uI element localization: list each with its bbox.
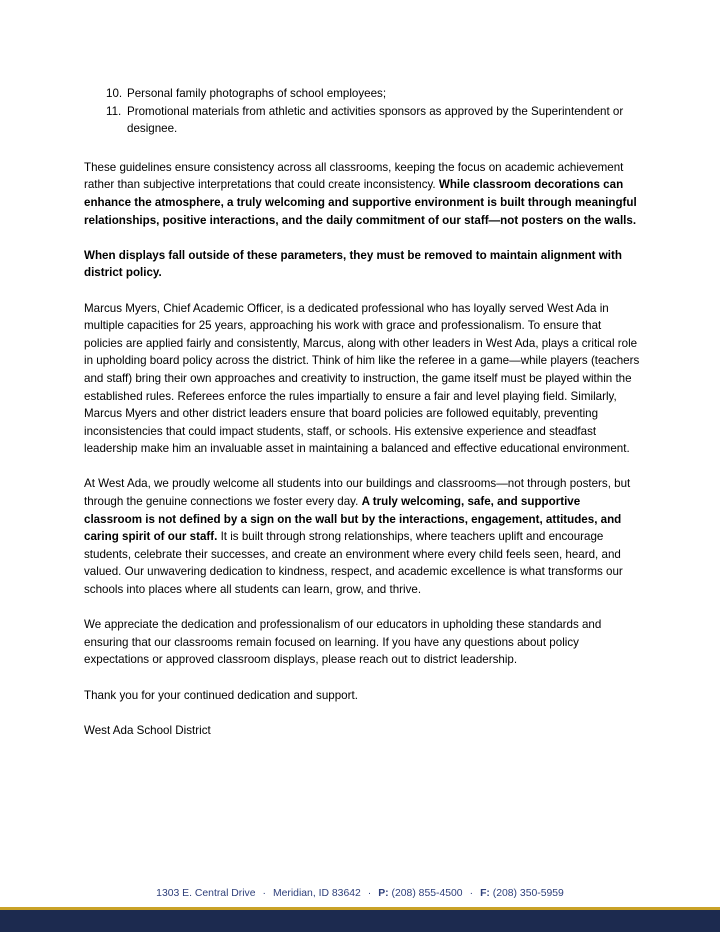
footer-phone-label: P: (378, 888, 389, 899)
paragraph-welcome (84, 475, 640, 598)
footer-fax-label: F: (480, 888, 490, 899)
paragraph-text: It is built through strong relationships, where teachers uplift and encourage students, celebrate their successes, and create an environment where every child feels seen, heard, and valued. Our unwavering dedication to kindness, respect, and academic excellence is what transforms our schools into places where all students can learn, grow, and thrive. (84, 530, 623, 597)
paragraph-thanks: Thank you for your continued dedication and support. (84, 688, 358, 702)
paragraph-bold-text: While classroom decorations can enhance the atmosphere, a truly welcoming and supportive environment is built through meaningful relationships, positive interactions, and the daily commitment of our staff—not posters on the walls. (84, 178, 637, 227)
footer-navy-band (0, 910, 720, 932)
footer-phone: (208) 855-4500 (391, 888, 463, 899)
footer-street: 1303 E. Central Drive (156, 888, 256, 899)
paragraph-text: These guidelines ensure consistency across all classrooms, keeping the focus on academic achievement rather than subjective interpretations that could create inconsistency. (84, 160, 624, 192)
signature: West Ada School District (84, 723, 211, 737)
list-item-text: Promotional materials from athletic and activities sponsors as approved by the Superintendent or designee. (127, 104, 624, 136)
paragraph-guidelines (84, 159, 640, 229)
paragraph-removal-notice (84, 247, 640, 282)
footer-separator: · (367, 888, 372, 899)
paragraph-appreciation: We appreciate the dedication and professionalism of our educators in upholding these standards and ensuring that our classrooms remain focused on learning. If you have any questions about policy expectations or approved classroom displays, please reach out to district leadership. (84, 618, 602, 667)
footer-separator: · (469, 888, 474, 899)
paragraph-marcus-myers: Marcus Myers, Chief Academic Officer, is a dedicated professional who has loyally served West Ada in multiple capacities for 25 years, approaching his work with grace and professionalism. To ensure that policies are applied fairly and consistently, Marcus, along with other leaders in West Ada, plays a critical role in upholding board policy across the district. Think of him like the referee in a game—while players (teachers and staff) bring their own approaches and creativity to instruction, the game itself must be played within the established rules. Referees enforce the rules impartially to ensure a fair and level playing field. Similarly, Marcus Myers and other district leaders ensure that board policies are followed equitably, preventing inconsistencies that could impact students, staff, or schools. His extensive experience and steadfast leadership make him an invaluable asset in maintaining a balanced and effective educational environment. (84, 301, 640, 456)
list-item-number: 11. (106, 104, 122, 118)
policy-list (84, 85, 640, 138)
paragraph-bold-text: When displays fall outside of these parameters, they must be removed to maintain alignment with district policy. (84, 248, 622, 280)
footer-address-line (0, 888, 720, 899)
list-item-number: 10. (106, 87, 123, 100)
footer-separator: · (262, 888, 266, 899)
footer-city: Meridian, ID 83642 (272, 888, 361, 899)
list-item (84, 103, 640, 138)
footer-fax: (208) 350-5959 (492, 888, 564, 899)
letter-body (84, 85, 640, 757)
paragraph-text: At West Ada, we proudly welcome all students into our buildings and classrooms—not through posters, but through the genuine connections we foster every day. (84, 477, 631, 509)
list-item (84, 85, 640, 103)
list-item-text: Personal family photographs of school employees; (127, 87, 387, 100)
paragraph-bold-text: A truly welcoming, safe, and supportive classroom is not defined by a sign on the wall but by the interactions, engagement, attitudes, and caring spirit of our staff. (84, 495, 622, 544)
